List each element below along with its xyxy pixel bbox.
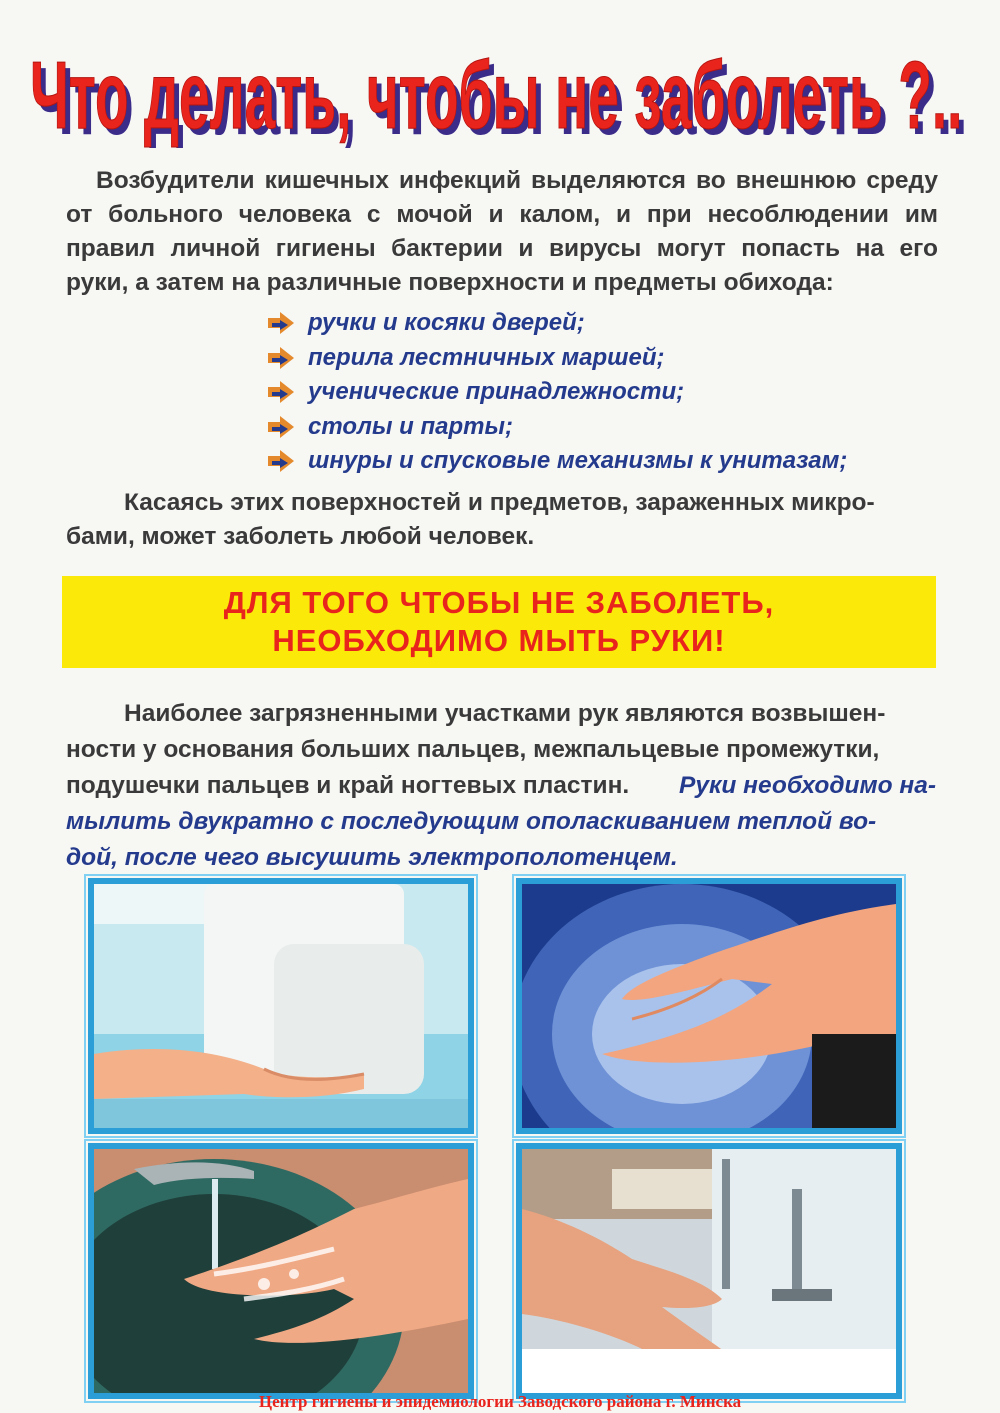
list-item-text: перила лестничных маршей; <box>308 343 665 371</box>
contaminated-items-list <box>266 306 926 479</box>
paragraph-emphasis: Руки необходимо на- <box>679 772 936 799</box>
poster-title <box>20 18 980 148</box>
paragraph-text: подушечки пальцев и край ногтевых пластин. <box>66 772 630 799</box>
soaping-hands-illustration <box>94 1149 468 1393</box>
banner-line: НЕОБХОДИМО МЫТЬ РУКИ! <box>272 623 726 658</box>
photo-hand-dryer <box>88 878 474 1134</box>
hygiene-paragraph <box>66 696 936 876</box>
intro-line: среду от больного человека с мочой и калом, и при несоблюдении <box>66 167 939 228</box>
wash-hands-banner <box>62 576 936 668</box>
list-item-text: ученические принадлежности; <box>308 378 685 406</box>
after-list-paragraph <box>66 486 906 554</box>
intro-line: им правил личной гигиены бактерии и вирусы могут попасть на его <box>66 201 938 262</box>
intro-line: Возбудители кишечных инфекций выделяются во внешнюю <box>96 167 857 194</box>
tap-washing-illustration <box>522 1149 896 1393</box>
paragraph-line: ности у основания больших пальцев, межпальцевые промежутки, <box>66 736 880 763</box>
arrow-bullet-icon <box>266 414 296 440</box>
banner-line: ДЛЯ ТОГО ЧТОБЫ НЕ ЗАБОЛЕТЬ, <box>223 585 775 620</box>
photo-rinsing-hands <box>516 878 902 1134</box>
list-item <box>266 306 926 341</box>
list-item-text: столы и парты; <box>308 412 513 440</box>
hand-dryer-illustration <box>94 884 468 1128</box>
paragraph-line: Наиболее загрязненными участками рук являются возвышен- <box>124 700 886 727</box>
arrow-bullet-icon <box>266 448 296 474</box>
intro-paragraph <box>66 164 938 300</box>
arrow-bullet-icon <box>266 310 296 336</box>
list-item <box>266 375 926 410</box>
poster-title-text: Что делать, чтобы не заболеть ?.. <box>30 41 963 148</box>
list-item-text: ручки и косяки дверей; <box>308 309 585 337</box>
paragraph-emphasis-line: мылить двукратно с последующим ополаскиванием теплой во- <box>66 808 877 835</box>
photo-washing-under-tap <box>516 1143 902 1399</box>
list-item <box>266 444 926 479</box>
rinsing-hands-illustration <box>522 884 896 1128</box>
footer-organization: Центр гигиены и эпидемиологии Заводского района г. Минска <box>258 1392 742 1411</box>
paragraph-line <box>66 768 936 804</box>
list-item-text: шнуры и спусковые механизмы к унитазам; <box>308 447 848 475</box>
list-item <box>266 341 926 376</box>
list-item <box>266 410 926 445</box>
paragraph-emphasis-line: дой, после чего высушить электрополотенцем. <box>66 844 678 871</box>
poster-title-graphic <box>20 18 980 148</box>
photo-soaping-hands <box>88 1143 474 1399</box>
arrow-bullet-icon <box>266 379 296 405</box>
arrow-bullet-icon <box>266 345 296 371</box>
intro-line: руки, а затем на различные поверхности и предметы обихода: <box>66 269 834 296</box>
after-list-line: Касаясь этих поверхностей и предметов, зараженных микро- <box>124 489 875 516</box>
after-list-line: бами, может заболеть любой человек. <box>66 523 535 550</box>
poster-title-shadow: Что делать, чтобы не заболеть ?.. <box>35 47 968 148</box>
